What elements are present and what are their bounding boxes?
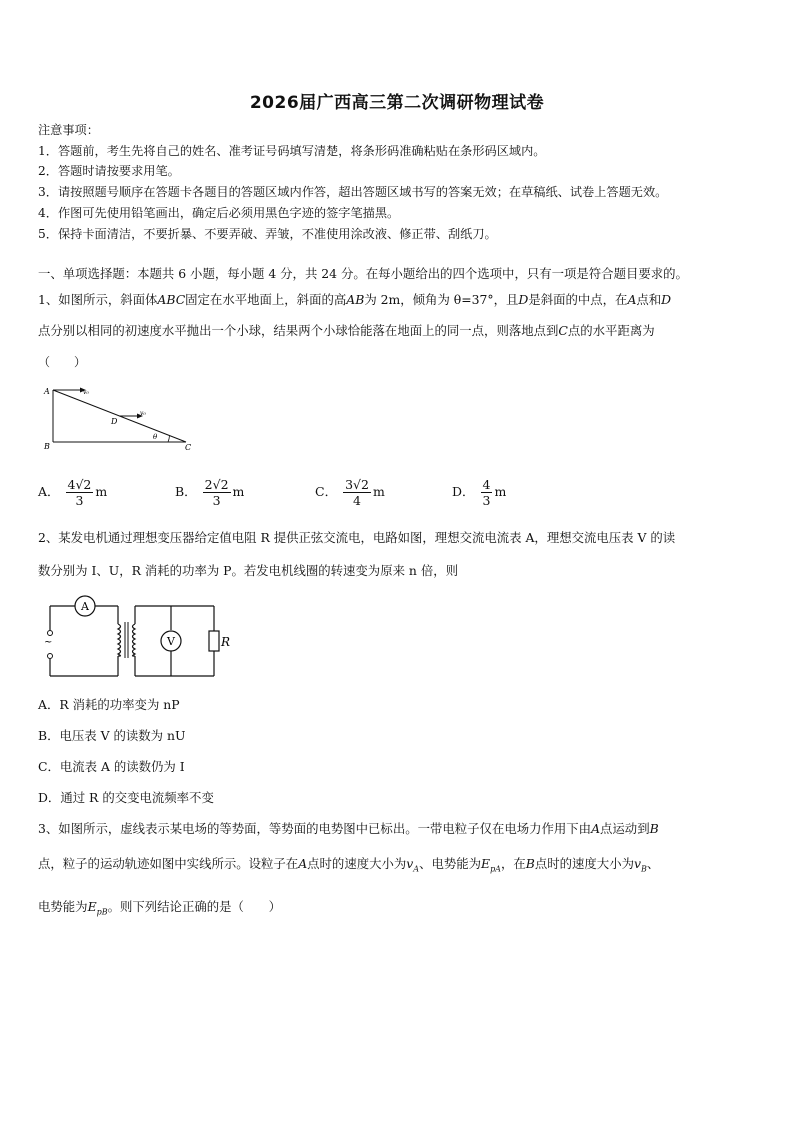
notice-item: 5．保持卡面清洁，不要折暴、不要弄破、弄皱，不准使用涂改液、修正带、刮纸刀。: [38, 227, 497, 241]
q3-text-line1: 3、如图所示，虚线表示某电场的等势面，等势面的电势图中已标出。一带电粒子仅在电场力作用下由A点运动到B: [38, 821, 659, 836]
notice-item: 4．作图可先使用铅笔画出，确定后必须用黑色字迹的签字笔描黑。: [38, 206, 400, 220]
voltmeter-label: V: [167, 635, 175, 648]
ammeter-label: A: [81, 600, 89, 613]
q2-circuit-figure: [40, 594, 240, 684]
label-v0: v₀: [140, 410, 146, 417]
label-b: B: [44, 442, 50, 451]
exam-title: 2026届广西高三第二次调研物理试卷: [249, 93, 545, 113]
q2-option-c: C．电流表 A 的读数仍为 I: [38, 759, 185, 774]
q1-text-line2: 点分别以相同的初速度水平抛出一个小球，结果两个小球恰能落在地面上的同一点，则落地点到C点的水平距离为: [38, 323, 655, 338]
q2-text-line2: 数分别为 I、U，R 消耗的功率为 P。若发电机线圈的转速变为原来 n 倍，则: [38, 563, 459, 578]
q1-option-d: D． $\frac{4}{3}$ m: [452, 477, 507, 508]
q3-text-line3: 电势能为$E_{pB}$。则下列结论正确的是（ ）: [38, 899, 282, 917]
resistor-label: R: [221, 635, 231, 649]
q2-text-line1: 2、某发电机通过理想变压器给定值电阻 R 提供正弦交流电，电路如图，理想交流电流表 A，理想交流电压表 V 的读: [38, 530, 676, 545]
q1-option-b: B． $\frac{2√2}{3}$ m: [175, 477, 245, 508]
terminal-icon: [48, 654, 53, 659]
q3-text-line2: 点，粒子的运动轨迹如图中实线所示。设粒子在A点时的速度大小为$v_A$、电势能为$E_{pA}$，在B点时的速度大小为$v_B$、: [38, 856, 660, 874]
label-a: A: [44, 387, 50, 396]
q2-option-b: B．电压表 V 的读数为 nU: [38, 728, 186, 743]
angle-arc: [168, 435, 170, 442]
notice-item: 3．请按照题号顺序在答题卡各题目的答题区域内作答，超出答题区域书写的答案无效；在草稿纸、试卷上答题无效。: [38, 185, 668, 199]
notice-item: 2．答题时请按要求用笔。: [38, 164, 180, 178]
resistor-icon: [209, 631, 219, 651]
label-theta: θ: [153, 433, 158, 441]
label-d: D: [111, 417, 118, 426]
primary-coil-icon: [118, 624, 121, 656]
q1-incline-figure: [40, 382, 200, 454]
q2-option-a: A．R 消耗的功率变为 nP: [38, 697, 180, 712]
q2-option-d: D．通过 R 的交变电流频率不变: [38, 790, 214, 805]
label-c: C: [185, 443, 192, 452]
secondary-coil-icon: [133, 624, 136, 656]
label-v0: v₀: [83, 389, 89, 396]
q1-option-c: C． $\frac{3√2}{4}$ m: [315, 477, 385, 508]
notice-item: 1．答题前，考生先将自己的姓名、准考证号码填写清楚，将条形码准确粘贴在条形码区域内。: [38, 144, 546, 158]
notice-heading: 注意事项：: [38, 123, 99, 137]
q1-option-a: A． $\frac{4√2}{3}$ m: [38, 477, 108, 508]
q1-answer-paren: （ ）: [38, 355, 87, 369]
terminal-icon: [48, 631, 53, 636]
ac-source-icon: ~: [44, 637, 53, 648]
q1-text-line1: 1、如图所示，斜面体ABC固定在水平地面上，斜面的高AB为 2m，倾角为 θ=37°，且D是斜面的中点，在A点和D: [38, 292, 672, 307]
section-heading: 一、单项选择题：本题共 6 小题，每小题 4 分，共 24 分。在每小题给出的四个选项中，只有一项是符合题目要求的。: [38, 266, 688, 281]
